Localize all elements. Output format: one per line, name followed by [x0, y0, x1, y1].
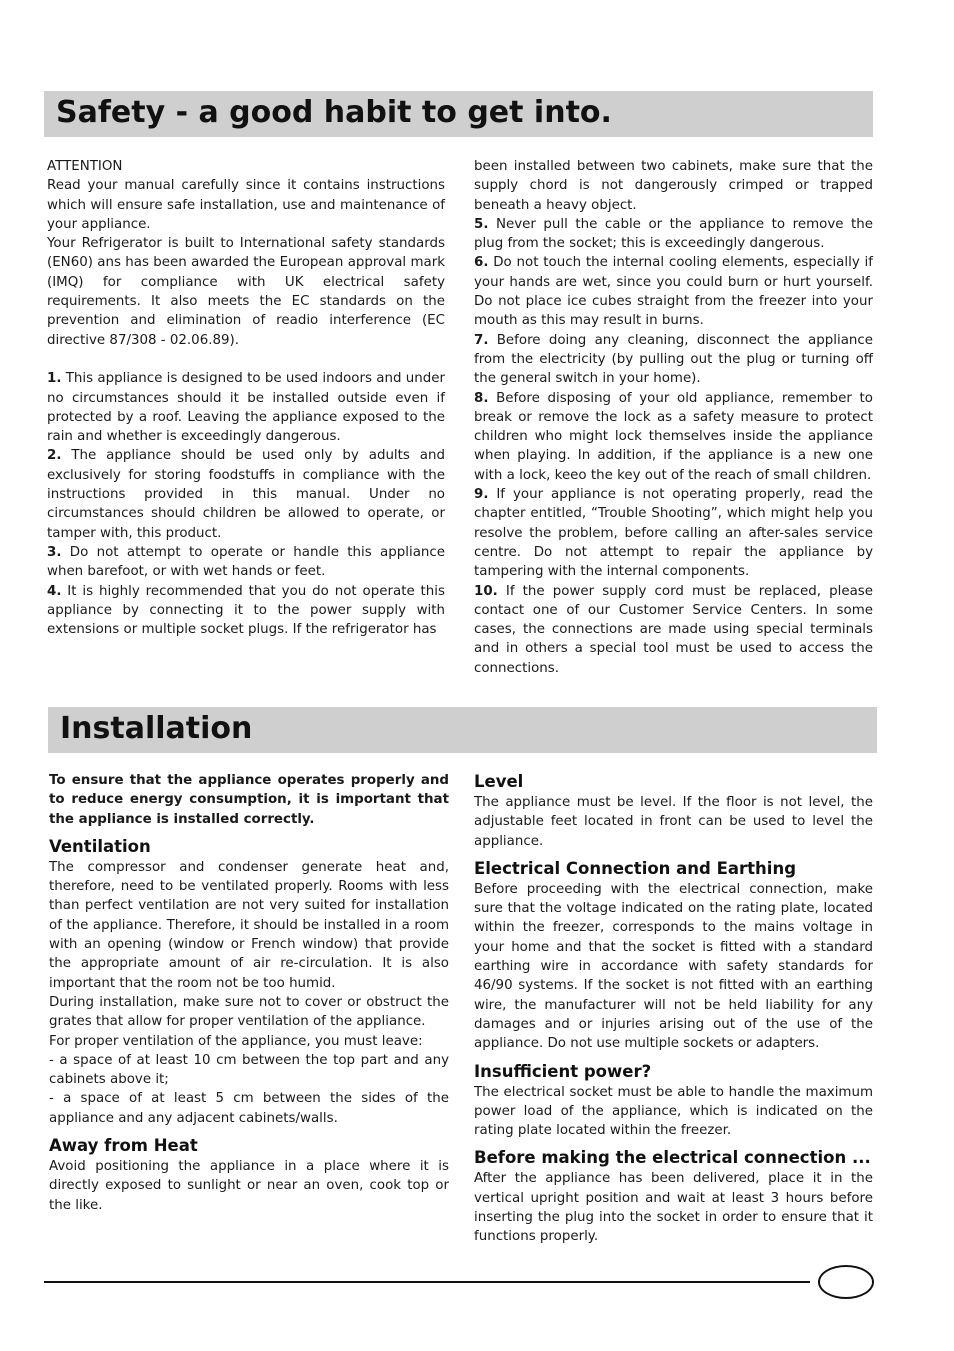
safety-paragraph: Read your manual carefully since it contains instructions which will ensure safe installation, use and maintenance of your appliance. — [47, 178, 445, 232]
electrical-paragraph: Before proceeding with the electrical connection, make sure that the voltage indicated on the rating plate, located within the freezer, corresponds to the mains voltage in your home and that the socket is fitted with a standard earthing wire in accordance with safety standards for 46/90 systems. If the socket is not fitted with an earthing wire, the manufacturer will not be held liability for any damages and or injuries arising out of the use of the appliance. Do not use multiple sockets or adapters. — [474, 881, 873, 1052]
insufficient-power-paragraph: The electrical socket must be able to handle the maximum power load of the appliance, which is indicated on the rating plate located within the freezer. — [474, 1084, 873, 1139]
safety-item-8: 8. Before disposing of your old appliance, remember to break or remove the lock as a safety measure to protect children who might lock themselves inside the appliance when playing. In addition, if the appliance is a new one with a lock, keeo the key out of the reach of small children. — [474, 390, 873, 483]
safety-item-1: 1. This appliance is designed to be used indoors and under no circumstances should it be installed outside even if protected by a roof. Leaving the appliance exposed to the rain and whether is exceedingly dangerous. — [47, 371, 445, 445]
electrical-heading: Electrical Connection and Earthing — [474, 858, 796, 878]
safety-item-4: 4. It is highly recommended that you do not operate this appliance by connecting it to the power supply with extensions or multiple socket plugs. If the refrigerator has — [47, 583, 445, 638]
level-paragraph: The appliance must be level. If the floor is not level, the adjustable feet located in front can be used to level the appliance. — [474, 795, 873, 849]
ventilation-paragraph: For proper ventilation of the appliance, you must leave: — [49, 1033, 423, 1049]
ventilation-paragraph: - a space of at least 5 cm between the sides of the appliance and any adjacent cabinets/walls. — [49, 1091, 449, 1126]
ventilation-paragraph: - a space of at least 10 cm between the top part and any cabinets above it; — [49, 1052, 449, 1088]
safety-right-column — [474, 157, 873, 678]
installation-left-column — [49, 771, 449, 1215]
level-heading: Level — [474, 772, 524, 791]
safety-item-9: 9. If your appliance is not operating properly, read the chapter entitled, “Trouble Shooting”, which might help you resolve the problem, before calling an after-sales service centre. Do not attempt to repair the appliance by tampering with the internal components. — [474, 487, 874, 580]
safety-item-6: 6. Do not touch the internal cooling elements, especially if your hands are wet, since you could burn or hurt yourself. Do not place ice cubes straight from the freezer into your mouth as this may result in burns. — [474, 255, 873, 329]
safety-item-3: 3. Do not attempt to operate or handle this appliance when barefoot, or with wet hands or feet. — [47, 544, 445, 580]
away-from-heat-heading: Away from Heat — [49, 1136, 198, 1156]
attention-label: ATTENTION — [47, 159, 123, 174]
installation-title: Installation — [60, 711, 253, 746]
page-number-circle — [818, 1265, 874, 1299]
away-from-heat-paragraph: Avoid positioning the appliance in a place where it is directly exposed to sunlight or near an oven, cook top or the like. — [49, 1159, 449, 1213]
ventilation-paragraph: During installation, make sure not to cover or obstruct the grates that allow for proper ventilation of the appliance. — [49, 994, 449, 1030]
installation-intro: To ensure that the appliance operates properly and to reduce energy consumption, it is important that the appliance is installed correctly. — [49, 773, 449, 827]
installation-banner — [48, 707, 877, 753]
ventilation-paragraph: The compressor and condenser generate heat and, therefore, need to be ventilated properly. Rooms with less than perfect ventilation are not very suited for installation of the appliance. Therefore, it should be installed in a room with an opening (window or French window) that provide the appropriate amount of air re-circulation. It is also important that the room not be too humid. — [49, 859, 449, 991]
insufficient-power-heading: Insufficient power? — [474, 1061, 652, 1081]
safety-left-column — [47, 157, 445, 639]
ventilation-heading: Ventilation — [49, 836, 151, 856]
safety-banner — [44, 91, 873, 137]
safety-item-7: 7. Before doing any cleaning, disconnect the appliance from the electricity (by pulling out the plug or turning off the general switch in your home). — [474, 332, 873, 387]
before-connection-heading: Before making the electrical connection ... — [474, 1148, 871, 1168]
safety-item-4-continued: been installed between two cabinets, make sure that the supply chord is not dangerously crimped or trapped beneath a heavy object. — [474, 159, 873, 213]
footer-rule — [44, 1281, 810, 1283]
safety-item-2: 2. The appliance should be used only by adults and exclusively for storing foodstuffs in compliance with the instructions provided in this manual. Under no circumstances should children be allowed to operate, or tamper with, this product. — [47, 448, 445, 541]
safety-title: Safety - a good habit to get into. — [56, 95, 612, 130]
safety-item-10: 10. If the power supply cord must be replaced, please contact one of our Customer Service Centers. In some cases, the connections are made using special terminals and in others a special tool must be used to access the connections. — [474, 583, 873, 676]
installation-right-column — [474, 771, 873, 1247]
safety-item-5: 5. Never pull the cable or the appliance to remove the plug from the socket; this is exceedingly dangerous. — [474, 216, 873, 252]
safety-paragraph: Your Refrigerator is built to International safety standards (EN60) ans has been awarded the European approval mark (IMQ) for compliance with UK electrical safety requirements. It also meets the EC standards on the prevention and elimination of readio interference (EC directive 87/308 - 02.06.89). — [47, 236, 445, 348]
before-connection-paragraph: After the appliance has been delivered, place it in the vertical upright position and wait at least 3 hours before inserting the plug into the socket in order to ensure that it functions properly. — [474, 1171, 873, 1245]
